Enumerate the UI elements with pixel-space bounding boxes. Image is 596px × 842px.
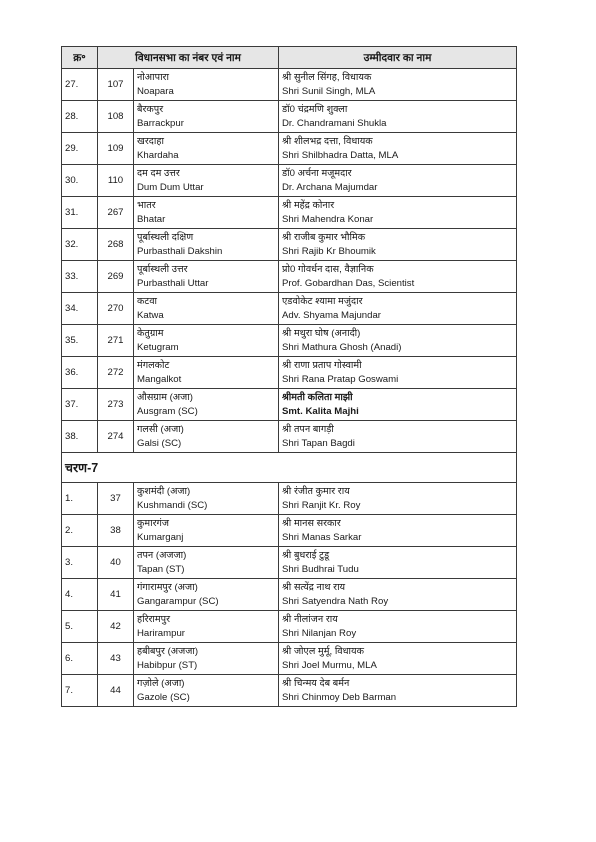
candidate-hindi: डॉ0 अर्चना मजूमदार (282, 167, 352, 179)
constituency-cell (134, 389, 279, 421)
phase-7-rows (62, 483, 517, 707)
table-row (62, 229, 517, 261)
candidate-cell (279, 293, 517, 325)
constituency-hindi: बैरकपुर (137, 103, 164, 115)
candidate-hindi: श्री मथुरा घोष (अनादी) (282, 327, 361, 339)
table-row (62, 357, 517, 389)
candidate-cell (279, 421, 517, 453)
candidate-cell (279, 229, 517, 261)
constituency-english: Kumarganj (137, 531, 184, 543)
candidate-english: Shri Manas Sarkar (282, 531, 362, 543)
serial-cell: 35. (62, 325, 98, 357)
ac-number-cell: 110 (98, 165, 134, 197)
table-row (62, 483, 517, 515)
ac-number-cell: 107 (98, 69, 134, 101)
serial-cell: 7. (62, 675, 98, 707)
constituency-english: Harirampur (137, 627, 185, 639)
header-constituency: विधानसभा का नंबर एवं नाम (98, 47, 279, 69)
table-row (62, 101, 517, 133)
candidate-hindi: श्री चिन्मय देब बर्मन (282, 677, 350, 689)
candidate-cell (279, 675, 517, 707)
candidate-english: Shri Mathura Ghosh (Anadi) (282, 341, 402, 353)
candidate-hindi: श्री बुधराई टुडू (282, 549, 330, 561)
constituency-english: Dum Dum Uttar (137, 181, 204, 193)
candidate-english: Shri Rana Pratap Goswami (282, 373, 399, 385)
candidate-cell (279, 165, 517, 197)
candidate-cell (279, 643, 517, 675)
constituency-cell (134, 133, 279, 165)
constituency-english: Purbasthali Dakshin (137, 245, 223, 257)
serial-cell: 4. (62, 579, 98, 611)
table-header-row (62, 47, 517, 69)
candidate-hindi: श्री मानस सरकार (282, 517, 341, 529)
candidate-hindi: श्रीमती कलिता माझी (282, 391, 353, 403)
candidate-hindi: डॉ0 चंद्रमणि शुक्ला (282, 103, 348, 115)
serial-cell: 33. (62, 261, 98, 293)
candidate-hindi: प्रो0 गोवर्धन दास, वैज्ञानिक (282, 263, 374, 275)
constituency-hindi: भातर (137, 199, 156, 211)
serial-cell: 32. (62, 229, 98, 261)
constituency-cell (134, 421, 279, 453)
phase-label: चरण-7 (62, 453, 517, 483)
ac-number-cell: 273 (98, 389, 134, 421)
constituency-cell (134, 293, 279, 325)
constituency-hindi: दम दम उत्तर (137, 167, 180, 179)
serial-cell: 29. (62, 133, 98, 165)
candidate-english: Dr. Chandramani Shukla (282, 117, 387, 129)
constituency-english: Purbasthali Uttar (137, 277, 209, 289)
ac-number-cell: 44 (98, 675, 134, 707)
constituency-english: Gazole (SC) (137, 691, 190, 703)
candidate-english: Shri Nilanjan Roy (282, 627, 357, 639)
candidate-english: Shri Tapan Bagdi (282, 437, 355, 449)
candidate-english: Shri Satyendra Nath Roy (282, 595, 389, 607)
candidate-cell (279, 133, 517, 165)
serial-cell: 36. (62, 357, 98, 389)
constituency-hindi: हरिरामपुर (137, 613, 171, 625)
table-row (62, 261, 517, 293)
constituency-cell (134, 261, 279, 293)
ac-number-cell: 272 (98, 357, 134, 389)
ac-number-cell: 42 (98, 611, 134, 643)
serial-cell: 38. (62, 421, 98, 453)
serial-cell: 31. (62, 197, 98, 229)
candidate-cell (279, 579, 517, 611)
candidate-hindi: एडवोकेट श्यामा मजुंदार (282, 295, 363, 307)
candidate-english: Shri Ranjit Kr. Roy (282, 499, 361, 511)
phase-6-rows (62, 69, 517, 453)
candidate-english: Adv. Shyama Majundar (282, 309, 382, 321)
constituency-cell (134, 643, 279, 675)
table-row (62, 293, 517, 325)
table-row (62, 165, 517, 197)
constituency-hindi: गंगारामपुर (अजा) (137, 581, 198, 593)
constituency-hindi: गलसी (अजा) (137, 423, 184, 435)
constituency-cell (134, 515, 279, 547)
table-row (62, 643, 517, 675)
serial-cell: 28. (62, 101, 98, 133)
table-row (62, 133, 517, 165)
table-row (62, 547, 517, 579)
constituency-english: Ketugram (137, 341, 179, 353)
candidate-hindi: श्री रंजीत कुमार राय (282, 485, 350, 497)
serial-cell: 30. (62, 165, 98, 197)
constituency-hindi: हबीबपुर (अजजा) (137, 645, 199, 657)
candidate-hindi: श्री महेंद्र कोनार (282, 199, 335, 211)
constituency-english: Khardaha (137, 149, 179, 161)
constituency-cell (134, 197, 279, 229)
header-candidate: उम्मीदवार का नाम (279, 47, 517, 69)
candidate-english: Prof. Gobardhan Das, Scientist (282, 277, 415, 289)
candidate-english: Shri Shilbhadra Datta, MLA (282, 149, 399, 161)
candidate-hindi: श्री सुनील सिंगह, विधायक (282, 71, 372, 83)
constituency-english: Noapara (137, 85, 174, 97)
table-row (62, 325, 517, 357)
ac-number-cell: 269 (98, 261, 134, 293)
table-row (62, 515, 517, 547)
constituency-hindi: मंगलकोट (137, 359, 170, 371)
constituency-hindi: केतुग्राम (137, 327, 164, 339)
table-row (62, 69, 517, 101)
ac-number-cell: 38 (98, 515, 134, 547)
header-serial: क्र॰ (62, 47, 98, 69)
constituency-cell (134, 165, 279, 197)
candidate-hindi: श्री नीलांजन राय (282, 613, 338, 625)
ac-number-cell: 41 (98, 579, 134, 611)
candidate-hindi: श्री राजीब कुमार भौमिक (282, 231, 366, 243)
candidate-cell (279, 325, 517, 357)
constituency-cell (134, 611, 279, 643)
serial-cell: 37. (62, 389, 98, 421)
ac-number-cell: 267 (98, 197, 134, 229)
constituency-english: Mangalkot (137, 373, 182, 385)
constituency-hindi: गज़ोले (अजा) (137, 677, 185, 689)
constituency-cell (134, 357, 279, 389)
constituency-hindi: औसग्राम (अजा) (137, 391, 193, 403)
constituency-cell (134, 675, 279, 707)
candidate-cell (279, 547, 517, 579)
constituency-english: Bhatar (137, 213, 166, 225)
candidate-hindi: श्री शीलभद्र दत्ता, विधायक (282, 135, 373, 147)
constituency-hindi: कटवा (137, 295, 158, 307)
candidate-cell (279, 483, 517, 515)
serial-cell: 2. (62, 515, 98, 547)
constituency-english: Barrackpur (137, 117, 184, 129)
constituency-cell (134, 69, 279, 101)
constituency-english: Galsi (SC) (137, 437, 182, 449)
candidate-cell (279, 69, 517, 101)
serial-cell: 3. (62, 547, 98, 579)
serial-cell: 1. (62, 483, 98, 515)
constituency-cell (134, 579, 279, 611)
constituency-cell (134, 101, 279, 133)
candidate-cell (279, 611, 517, 643)
candidate-hindi: श्री जोएल मुर्मू, विधायक (282, 645, 364, 657)
table-row (62, 611, 517, 643)
serial-cell: 34. (62, 293, 98, 325)
candidate-hindi: श्री तपन बागड़ी (282, 423, 334, 435)
constituency-hindi: कुमारगंज (137, 517, 170, 529)
constituency-english: Gangarampur (SC) (137, 595, 219, 607)
constituency-cell (134, 229, 279, 261)
candidate-english: Shri Mahendra Konar (282, 213, 374, 225)
candidate-list-table (61, 46, 517, 707)
candidate-english: Shri Joel Murmu, MLA (282, 659, 377, 671)
constituency-hindi: पूर्बास्थली दक्षिण (137, 231, 194, 243)
candidate-english: Shri Chinmoy Deb Barman (282, 691, 397, 703)
constituency-hindi: खरदाहा (137, 135, 164, 147)
constituency-cell (134, 325, 279, 357)
candidate-hindi: श्री सत्येंद्र नाथ राय (282, 581, 346, 593)
candidate-english: Shri Rajib Kr Bhoumik (282, 245, 376, 257)
candidate-cell (279, 197, 517, 229)
constituency-english: Tapan (ST) (137, 563, 185, 575)
candidate-cell (279, 357, 517, 389)
table-row (62, 421, 517, 453)
constituency-hindi: कुशमंदी (अजा) (137, 485, 191, 497)
table-row (62, 579, 517, 611)
candidate-cell (279, 389, 517, 421)
constituency-hindi: नोआपारा (137, 71, 169, 83)
ac-number-cell: 270 (98, 293, 134, 325)
candidate-cell (279, 101, 517, 133)
candidate-cell (279, 515, 517, 547)
candidate-english: Dr. Archana Majumdar (282, 181, 378, 193)
ac-number-cell: 274 (98, 421, 134, 453)
ac-number-cell: 43 (98, 643, 134, 675)
constituency-cell (134, 483, 279, 515)
serial-cell: 27. (62, 69, 98, 101)
serial-cell: 5. (62, 611, 98, 643)
ac-number-cell: 268 (98, 229, 134, 261)
constituency-cell (134, 547, 279, 579)
candidate-english: Shri Budhrai Tudu (282, 563, 359, 575)
ac-number-cell: 271 (98, 325, 134, 357)
candidate-hindi: श्री राणा प्रताप गोस्वामी (282, 359, 362, 371)
serial-cell: 6. (62, 643, 98, 675)
constituency-hindi: पूर्बास्थली उत्तर (137, 263, 188, 275)
ac-number-cell: 109 (98, 133, 134, 165)
ac-number-cell: 108 (98, 101, 134, 133)
constituency-hindi: तपन (अजजा) (137, 549, 187, 561)
ac-number-cell: 37 (98, 483, 134, 515)
phase-7-heading (62, 453, 517, 483)
candidate-cell (279, 261, 517, 293)
candidate-english: Smt. Kalita Majhi (282, 405, 359, 417)
constituency-english: Katwa (137, 309, 164, 321)
table-row (62, 389, 517, 421)
constituency-english: Kushmandi (SC) (137, 499, 208, 511)
table-row (62, 675, 517, 707)
constituency-english: Ausgram (SC) (137, 405, 198, 417)
table-row (62, 197, 517, 229)
ac-number-cell: 40 (98, 547, 134, 579)
constituency-english: Habibpur (ST) (137, 659, 198, 671)
candidate-english: Shri Sunil Singh, MLA (282, 85, 376, 97)
